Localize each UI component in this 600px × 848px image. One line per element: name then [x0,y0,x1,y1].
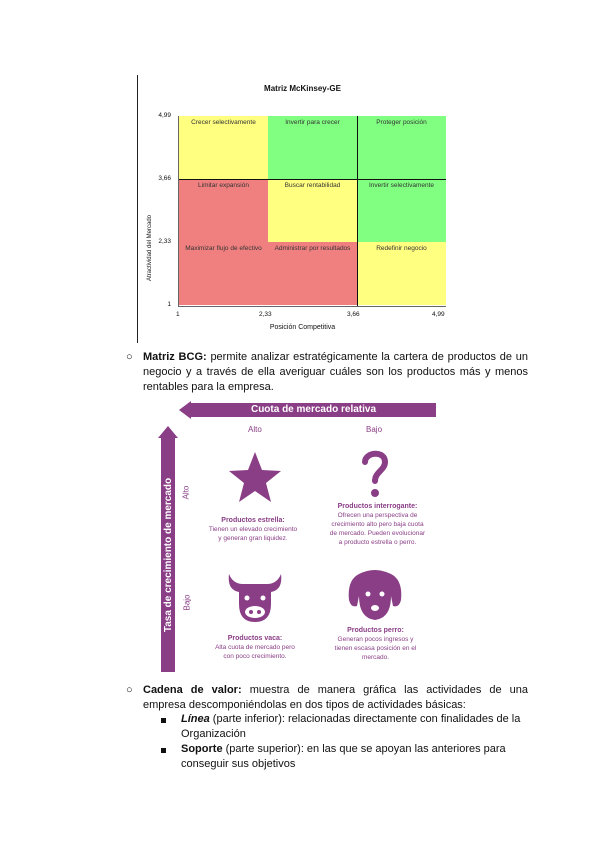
estrella-title: Productos estrella: [221,517,285,524]
x-axis-label: Posición Competitiva [269,324,336,331]
cell-redefinir: Redefinir negocio [357,242,446,305]
vaca-line: Alta cuota de mercado pero [215,644,295,651]
dog-icon [345,568,405,624]
bullet-square [161,718,166,723]
card-estrella [193,516,313,543]
cell-crecer: Crecer selectivamente [179,116,268,179]
cell-buscar: Buscar rentabilidad [268,179,357,242]
vaca-title: Productos vaca: [227,635,283,642]
side-axis-label: Tasa de crecimiento de mercado [163,477,174,633]
bcg-matrix [155,400,440,676]
left-rule [137,75,138,343]
vaca-line: con poco crecimiento. [223,653,287,660]
top-axis-label: Cuota de mercado relativa [250,404,377,415]
alto-side-label: Alto [181,485,191,500]
cadena-text: muestra de manera gráfica las actividades de una [241,684,529,696]
interrogante-line: Ofrecen una perspectiva de [337,512,418,519]
cell-proteger: Proteger posición [357,116,446,179]
matrix-grid [178,116,446,307]
x-tick: 1 [176,311,180,318]
card-vaca [195,634,315,661]
linea-text: (parte inferior): relacionadas directamente con finalidades de la [209,713,521,725]
star-icon [227,450,283,506]
bullet-square [161,748,166,753]
x-tick: 2,33 [259,311,272,318]
card-perro [313,626,438,662]
interrogante-title: Productos interrogante: [337,503,418,510]
bcg-paragraph [143,350,528,395]
estrella-line: y generan gran liquidez. [218,535,288,542]
cadena-line2: empresa descomponiéndolas en dos tipos de actividades básicas: [143,699,466,711]
y-tick: 1 [167,301,171,308]
estrella-line: Tienen un elevado crecimiento [208,526,298,533]
soporte-label: Soporte [181,743,223,755]
interrogante-line: a producto estrella o perro. [338,539,417,546]
linea-item [181,712,528,742]
bullet-circle: ○ [126,684,133,696]
cell-limitar: Limitar expansión [179,179,268,242]
cow-icon [225,570,285,626]
chart-title: Matriz McKinsey-GE [264,84,341,93]
linea-cont: Organización [181,728,246,740]
perro-line: mercado. [361,654,390,661]
cell-maximizar: Maximizar flujo de efectivo [179,242,268,305]
v-divider [357,116,358,306]
alto-top-label: Alto [248,425,262,434]
soporte-item [181,742,528,772]
bajo-top-label: Bajo [366,425,383,434]
mckinsey-chart [135,75,470,345]
card-interrogante [315,502,440,547]
soporte-text: (parte superior): en las que se apoyan las anteriores para [222,743,506,755]
perro-title: Productos perro: [347,627,404,634]
cell-administrar: Administrar por resultados [268,242,357,305]
cadena-label: Cadena de valor: [143,684,242,696]
interrogante-line: de mercado. Pueden evolucionar [329,530,426,537]
y-tick: 4,99 [158,112,171,119]
soporte-cont: conseguir sus objetivos [181,758,296,770]
cell-invertir-sel: Invertir selectivamente [357,179,446,242]
interrogante-line: crecimiento alto pero baja cuota [331,521,424,528]
x-tick: 3,66 [347,311,360,318]
left-arrow-icon [179,401,191,419]
question-icon [360,448,390,500]
cell-invertir: Invertir para crecer [268,116,357,179]
bcg-text: permite analizar estratégicamente la cartera de productos de un negocio y a través de ella averiguar cuáles son los productos más y menos rentables para la empresa. [143,351,528,393]
perro-line: Generan pocos ingresos y [337,636,414,643]
y-tick: 3,66 [158,175,171,182]
x-tick: 4,99 [432,311,445,318]
perro-line: tienen escasa posición en el [334,645,417,652]
bcg-label: Matriz BCG: [143,351,207,363]
y-axis-label: Atractividad del Mercado [147,214,153,282]
linea-label: Línea [181,713,210,725]
bullet-circle: ○ [126,351,133,363]
cadena-paragraph [143,683,528,713]
cadena-line1 [143,683,528,698]
h-divider [179,179,446,180]
y-tick: 2,33 [158,238,171,245]
bajo-side-label: Bajo [182,594,192,611]
